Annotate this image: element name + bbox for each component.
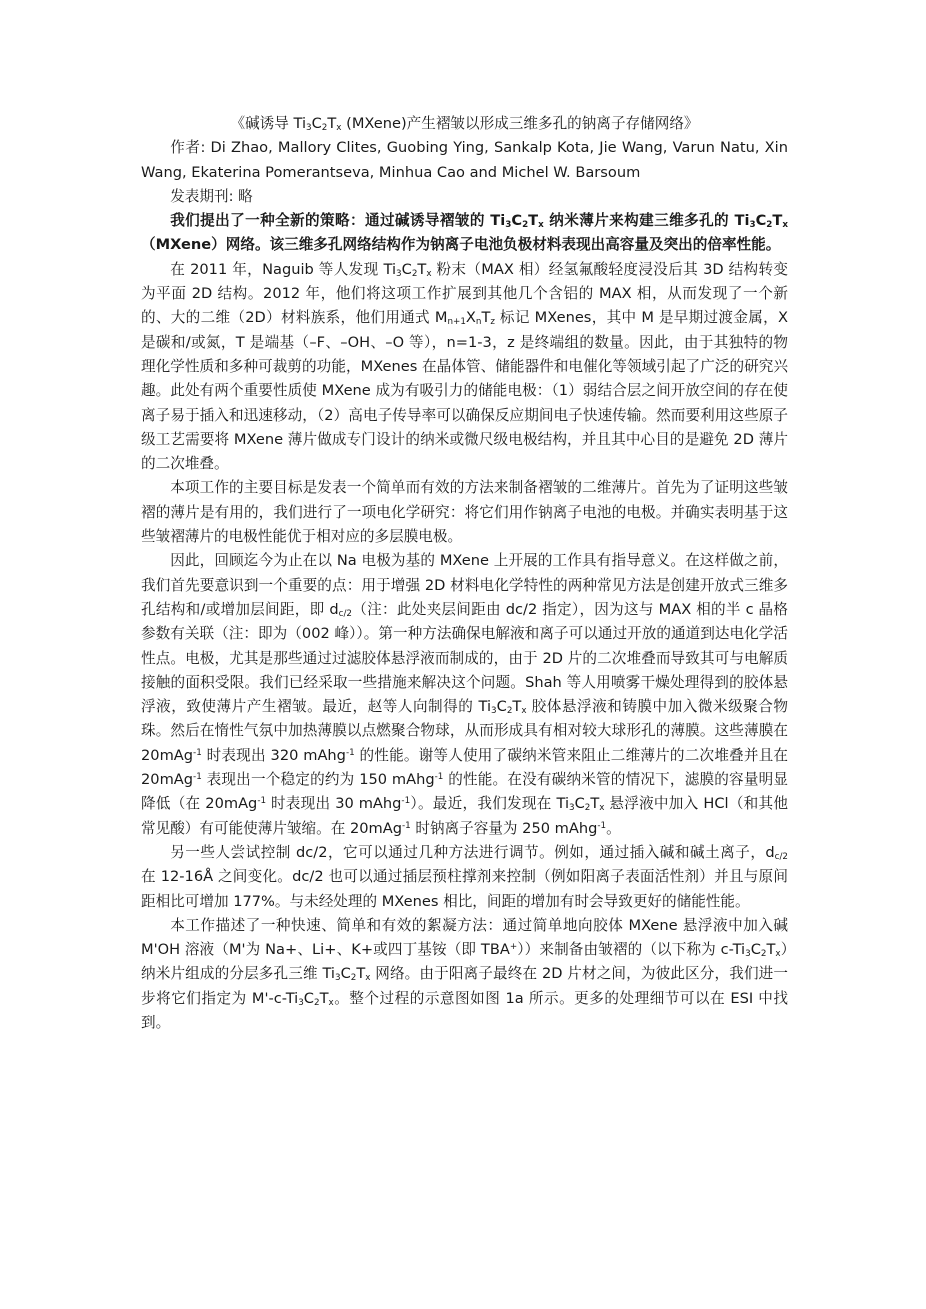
journal-label: 发表期刊: xyxy=(170,187,234,205)
paragraph-2: 本项工作的主要目标是发表一个简单而有效的方法来制备褶皱的二维薄片。首先为了证明这些皱褶的薄片是有用的，我们进行了一项电化学研究：将它们用作钠离子电池的电极。并确实表明基于这些皱褶薄片的电极性能优于相对应的多层膜电极。 xyxy=(141,479,788,546)
paragraph-4: 另一些人尝试控制 dc/2，它可以通过几种方法进行调节。例如，通过插入碱和碱土离子，$d_{c/2}$ 在 12-16Å 之间变化。dc/2 也可以通过插层预柱撑剂来控制（例如阳离子表面活性剂）并且与原间距相比可增加 177%。与未经处理的 MXenes 相比，间距的增加有时会导致更好的储能性能。 xyxy=(141,843,788,910)
document-title: 《碱诱导 $Ti_3C_2T_x$ (MXene)产生褶皱以形成三维多孔的钠离子存储网络》 xyxy=(230,115,699,134)
abstract-paragraph: 我们提出了一种全新的策略：通过碱诱导褶皱的 $Ti_3C_2T_x$ 纳米薄片来构建三维多孔的 $Ti_3C_2T_x(MXene)$网络。该三维多孔网络结构作为钠离子电池负极材料表现出高容量及突出的倍率性能。 xyxy=(141,212,788,254)
authors-list: Di Zhao, Mallory Clites, Guobing Ying, Sankalp Kota, Jie Wang, Varun Natu, Xin Wang, Ekaterina Pomerantseva, Minhua Cao and Michel W. Barsoum xyxy=(141,139,788,181)
authors-line xyxy=(141,136,788,185)
paragraph-3: 因此，回顾迄今为止在以 Na 电极为基的 MXene 上开展的工作具有指导意义。在这样做之前，我们首先要意识到一个重要的点：用于增强 2D 材料电化学特性的两种常见方法是创建开放式三维多孔结构和/或增加层间距，即 $d_{c/2}$（注：此处夹层间距由 dc/2 指定），因为这与 MAX 相的半 c 晶格参数有关联（注：即为（002 峰））。第一种方法确保电解液和离子可以通过开放的通道到达电化学活性点。电极，尤其是那些通过过滤胶体悬浮液而制成的，由于 2D 片的二次堆叠而导致其可与电解质接触的面积受限。我们已经采取一些措施来解决这个问题。Shah 等人用喷雾干燥处理得到的胶体悬浮液，致使薄片产生褶皱。最近，赵等人向制得的 $Ti_3C_2T_x$ 胶体悬浮液和铸膜中加入微米级聚合物珠。然后在惰性气氛中加热薄膜以点燃聚合物球，从而形成具有相对较大球形孔的薄膜。这些薄膜在 20mAg$^{-1}$ 时表现出 320 mAhg$^{-1}$ 的性能。谢等人使用了碳纳米管来阻止二维薄片的二次堆叠并且在 20mAg$^{-1}$ 表现出一个稳定的约为 150 mAhg$^{-1}$ 的性能。在没有碳纳米管的情况下，滤膜的容量明显降低（在 20mAg$^{-1}$ 时表现出 30 mAhg$^{-1}$）。最近，我们发现在 $Ti_3C_2T_x$ 悬浮液中加入 HCl（和其他常见酸）有可能使薄片皱缩。在 20mAg$^{-1}$ 时钠离子容量为 250 mAhg$^{-1}$。 xyxy=(141,552,788,837)
journal-line xyxy=(141,185,788,209)
document-page xyxy=(141,112,788,1035)
journal-value: 略 xyxy=(238,187,253,205)
paragraph-1: 在 2011 年，Naguib 等人发现 $Ti_3C_2T_x$ 粉末（MAX 相）经氢氟酸轻度浸没后其 3D 结构转变为平面 2D 结构。2012 年，他们将这项工作扩展到其他几个含铝的 MAX 相，从而发现了一个新的、大的二维（2D）材料族系，他们用通式 $M_{n+1}X_nT_z$ 标记 MXenes，其中 M 是早期过渡金属，X 是碳和/或氮，T 是端基（–F、–OH、–O 等），n=1-3，z 是终端组的数量。因此，由于其独特的物理化学性质和多种可裁剪的功能，MXenes 在晶体管、储能器件和电催化等领域引起了广泛的研究兴趣。此处有两个重要性质使 MXene 成为有吸引力的储能电极：（1）弱结合层之间开放空间的存在使离子易于插入和迅速移动，（2）高电子传导率可以确保反应期间电子快速传输。然而要利用这些原子级工艺需要将 MXene 薄片做成专门设计的纳米或微尺级电极结构，并且其中心目的是避免 2D 薄片的二次堆叠。 xyxy=(141,260,789,473)
paragraph-5: 本工作描述了一种快速、简单和有效的絮凝方法：通过简单地向胶体 MXene 悬浮液中加入碱 M'OH 溶液（M'为 Na+、Li+、K+或四丁基铵（即 TBA+））来制备由皱褶的（以下称为 $c-Ti_3C_2T_x$）纳米片组成的分层多孔三维 $Ti_3C_2T_x$ 网络。由于阳离子最终在 2D 片材之间，为彼此区分，我们进一步将它们指定为 $M'-c-Ti_3C_2T_x$。整个过程的示意图如图 1a 所示。更多的处理细节可以在 ESI 中找到。 xyxy=(141,916,789,1031)
authors-label: 作者: xyxy=(170,139,206,157)
